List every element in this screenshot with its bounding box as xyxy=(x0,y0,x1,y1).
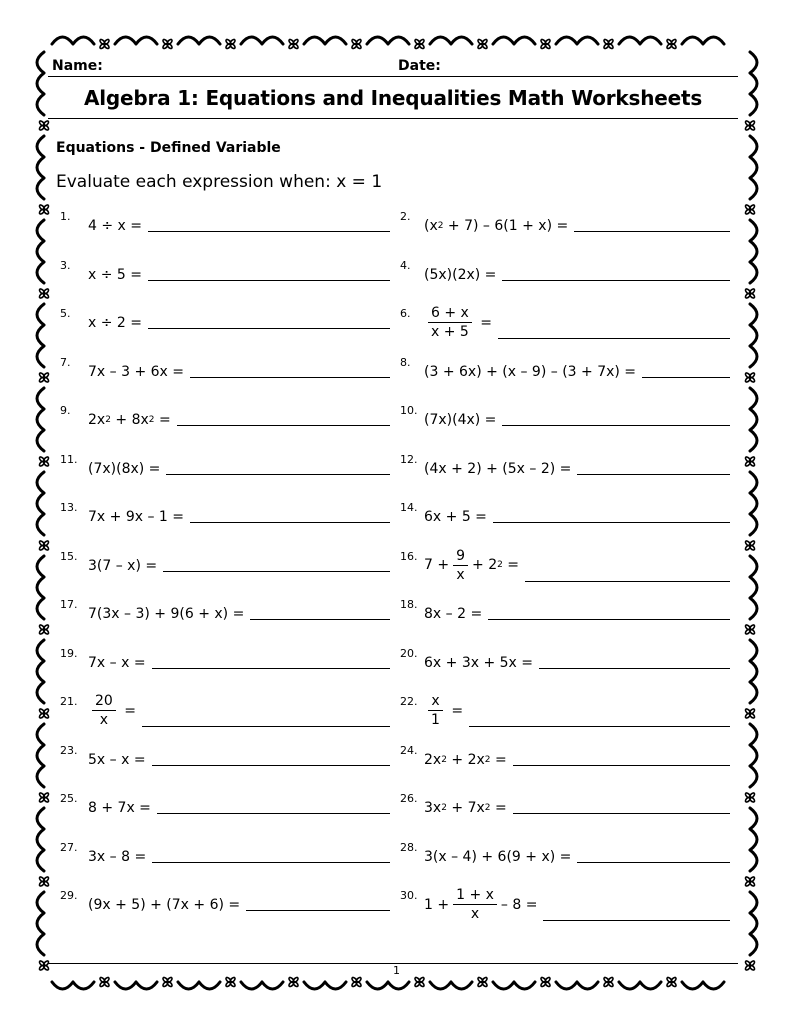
problem-12 xyxy=(400,445,730,479)
problem-2 xyxy=(400,202,730,236)
answer-blank[interactable] xyxy=(525,580,730,582)
right-scallops-flower xyxy=(745,120,756,131)
problem-3 xyxy=(60,251,390,285)
bottom-scallops-flower xyxy=(162,977,173,988)
expr-text: = xyxy=(119,702,137,719)
name-label: Name: xyxy=(52,58,103,74)
top-scallops-flower xyxy=(225,39,236,50)
problem-expression xyxy=(88,315,390,331)
problem-number: 19. xyxy=(60,646,78,660)
expr-text: 5x – x = xyxy=(88,751,146,768)
right-scallops-flower xyxy=(745,372,756,383)
expr-text: 8 + 7x = xyxy=(88,800,151,816)
answer-blank[interactable] xyxy=(152,861,390,863)
answer-blank[interactable] xyxy=(574,230,730,232)
bottom-scallops-flower xyxy=(540,977,551,988)
expr-text: 2x xyxy=(424,751,442,768)
problem-expression xyxy=(424,655,730,671)
problem-expression xyxy=(88,849,390,865)
answer-blank[interactable] xyxy=(166,473,390,475)
expr-text: (3 + 6x) + (x – 9) – (3 + 7x) = xyxy=(424,363,637,380)
problem-number: 23. xyxy=(60,743,78,757)
problem-number: 27. xyxy=(60,840,78,854)
right-scallops-flower xyxy=(745,708,756,719)
answer-blank[interactable] xyxy=(246,909,390,911)
exponent: 2 xyxy=(497,560,503,570)
problem-30 xyxy=(400,881,730,922)
expr-text: = xyxy=(154,412,171,428)
problem-number: 7. xyxy=(60,355,71,369)
problem-expression xyxy=(88,412,390,428)
problem-number: 13. xyxy=(60,501,78,514)
problem-19 xyxy=(60,639,390,673)
answer-blank[interactable] xyxy=(177,424,390,426)
answer-blank[interactable] xyxy=(190,376,390,378)
expr-text: (4x + 2) + (5x – 2) = xyxy=(424,460,572,477)
answer-blank[interactable] xyxy=(469,725,730,727)
answer-blank[interactable] xyxy=(152,667,390,669)
right-scallops-flower xyxy=(745,624,756,635)
exponent: 2 xyxy=(441,803,447,813)
expr-text: 8x – 2 = xyxy=(424,606,483,622)
expr-text: x ÷ 2 = xyxy=(88,315,143,331)
problem-number: 30. xyxy=(400,889,418,902)
top-scallops-flower xyxy=(477,39,488,50)
problem-number: 4. xyxy=(400,258,411,272)
expr-text: x ÷ 5 = xyxy=(88,266,143,283)
problem-expression xyxy=(88,692,390,729)
expr-text: + 2 xyxy=(472,557,498,573)
problem-expression xyxy=(424,692,730,729)
problem-number: 28. xyxy=(400,840,418,854)
problem-number: 12. xyxy=(400,452,418,466)
expr-text: 3x – 8 = xyxy=(88,848,147,865)
fraction-denominator: 1 xyxy=(431,712,440,728)
problem-expression xyxy=(88,897,390,913)
problem-expression xyxy=(424,849,730,865)
fraction-numerator: 6 + x xyxy=(428,304,472,323)
bottom-scallops-flower xyxy=(666,977,677,988)
answer-blank[interactable] xyxy=(513,764,730,766)
top-scallops-flower xyxy=(99,39,110,50)
answer-blank[interactable] xyxy=(498,337,730,339)
answer-blank[interactable] xyxy=(539,667,730,669)
problem-expression xyxy=(88,752,390,768)
problem-expression xyxy=(424,218,730,234)
expr-text: (7x)(4x) = xyxy=(424,412,497,428)
problem-expression xyxy=(424,886,730,923)
problem-11 xyxy=(60,445,390,479)
expr-text: 7x + 9x – 1 = xyxy=(88,509,185,525)
problem-4 xyxy=(400,251,730,285)
problem-17 xyxy=(60,590,390,624)
expr-text: + 8x xyxy=(110,412,149,428)
bottom-scallops xyxy=(52,982,724,989)
expr-text: 3(x – 4) + 6(9 + x) = xyxy=(424,848,572,865)
expr-text: 4 ÷ x = xyxy=(88,218,143,234)
exponent: 2 xyxy=(484,803,491,813)
fraction-denominator: x + 5 xyxy=(431,324,469,340)
answer-blank[interactable] xyxy=(513,812,730,814)
expr-text: 7(3x – 3) + 9(6 + x) = xyxy=(88,606,245,622)
problem-number: 3. xyxy=(60,258,71,272)
expr-text: 7x – x = xyxy=(88,654,146,671)
top-scallops-flower xyxy=(162,39,173,50)
problem-number: 18. xyxy=(400,598,418,611)
problem-expression xyxy=(88,558,390,574)
fraction xyxy=(92,692,116,729)
answer-blank[interactable] xyxy=(190,521,390,523)
top-scallops-flower xyxy=(603,39,614,50)
problem-expression xyxy=(88,364,390,380)
problem-25 xyxy=(60,784,390,818)
left-scallops xyxy=(37,52,44,955)
problem-5 xyxy=(60,299,390,333)
fraction xyxy=(453,886,497,923)
problem-18 xyxy=(400,590,730,624)
answer-blank[interactable] xyxy=(148,327,390,329)
fraction xyxy=(428,692,443,729)
right-scallops-flower xyxy=(745,540,756,551)
expr-text: = xyxy=(490,800,507,816)
exponent: 2 xyxy=(441,754,447,765)
problem-expression xyxy=(424,412,730,428)
section-heading: Equations - Defined Variable xyxy=(56,140,281,156)
problem-27 xyxy=(60,833,390,867)
top-scallops-flower xyxy=(288,39,299,50)
problem-26 xyxy=(400,784,730,818)
fraction-numerator: 1 + x xyxy=(453,886,497,905)
answer-blank[interactable] xyxy=(148,279,390,281)
expr-text: (9x + 5) + (7x + 6) = xyxy=(88,897,241,913)
expr-text: 6x + 3x + 5x = xyxy=(424,654,534,671)
problem-number: 15. xyxy=(60,549,78,563)
instructions: Evaluate each expression when: x = 1 xyxy=(56,172,383,192)
expr-text: (x xyxy=(424,218,438,234)
exponent: 2 xyxy=(437,221,444,231)
fraction-numerator: x xyxy=(428,692,442,711)
problem-expression xyxy=(424,304,730,341)
expr-text: 6x + 5 = xyxy=(424,509,487,525)
bottom-scallops-flower xyxy=(288,977,299,988)
fraction-denominator: x xyxy=(470,906,480,922)
answer-blank[interactable] xyxy=(488,618,730,620)
problem-number: 5. xyxy=(60,307,71,320)
problem-number: 16. xyxy=(400,549,418,563)
top-scallops-flower xyxy=(666,39,677,50)
worksheet-page xyxy=(48,52,738,977)
expr-text: = xyxy=(502,557,520,573)
answer-blank[interactable] xyxy=(502,424,730,426)
problem-expression xyxy=(88,800,390,816)
answer-blank[interactable] xyxy=(493,521,730,523)
problem-number: 21. xyxy=(60,695,78,708)
expr-text: (7x)(8x) = xyxy=(88,460,161,477)
expr-text: 7x – 3 + 6x = xyxy=(88,363,185,380)
top-scallops-flower xyxy=(414,39,425,50)
page-number: 1 xyxy=(393,964,400,977)
answer-blank[interactable] xyxy=(577,473,730,475)
page-title: Algebra 1: Equations and Inequalities Math Worksheets xyxy=(83,86,703,110)
problem-expression xyxy=(88,267,390,283)
fraction-denominator: x xyxy=(99,712,109,728)
answer-blank[interactable] xyxy=(502,279,730,281)
bottom-scallops-flower xyxy=(351,977,362,988)
expr-text: – 8 = xyxy=(500,896,538,913)
problem-number: 6. xyxy=(400,307,411,320)
top-scallops-flower xyxy=(351,39,362,50)
expr-text: 2x xyxy=(88,412,106,428)
problem-expression xyxy=(88,218,390,234)
problem-number: 25. xyxy=(60,792,78,805)
problem-expression xyxy=(424,752,730,768)
right-scallops xyxy=(750,52,757,955)
problem-expression xyxy=(424,547,730,584)
answer-blank[interactable] xyxy=(250,618,390,620)
problem-expression xyxy=(88,509,390,525)
bottom-scallops-flower xyxy=(414,977,425,988)
problem-number: 24. xyxy=(400,743,418,757)
header-row xyxy=(48,54,738,76)
problem-expression xyxy=(88,606,390,622)
right-scallops-flower xyxy=(745,288,756,299)
bottom-scallops-flower xyxy=(99,977,110,988)
problem-22 xyxy=(400,687,730,728)
problem-15 xyxy=(60,542,390,576)
bottom-scallops-flower xyxy=(603,977,614,988)
bottom-scallops-flower xyxy=(477,977,488,988)
expr-text: + 7x xyxy=(446,800,485,816)
title-rule xyxy=(48,118,738,119)
problem-expression xyxy=(424,364,730,380)
expr-text: 1 + xyxy=(424,896,450,913)
problem-number: 20. xyxy=(400,646,418,660)
header-rule xyxy=(48,76,738,77)
problem-expression xyxy=(88,655,390,671)
answer-blank[interactable] xyxy=(543,919,730,921)
expr-text: 3(7 – x) = xyxy=(88,557,158,574)
expr-text: = xyxy=(475,314,493,331)
problem-number: 8. xyxy=(400,355,411,369)
problem-10 xyxy=(400,396,730,430)
problem-21 xyxy=(60,687,390,728)
problem-expression xyxy=(424,509,730,525)
answer-blank[interactable] xyxy=(163,570,390,572)
exponent: 2 xyxy=(105,415,111,425)
answer-blank[interactable] xyxy=(157,812,390,814)
answer-blank[interactable] xyxy=(142,725,390,727)
answer-blank[interactable] xyxy=(152,764,390,766)
fraction-numerator: 20 xyxy=(92,692,116,711)
problem-expression xyxy=(424,606,730,622)
problem-number: 1. xyxy=(60,210,71,223)
expr-text: + 2x xyxy=(446,751,485,768)
fraction-numerator: 9 xyxy=(453,547,468,566)
problem-number: 9. xyxy=(60,404,71,417)
problem-23 xyxy=(60,736,390,770)
right-scallops-flower xyxy=(745,876,756,887)
date-label: Date: xyxy=(398,58,441,74)
expr-text: 7 + xyxy=(424,557,450,573)
answer-blank[interactable] xyxy=(642,376,730,378)
problem-16 xyxy=(400,542,730,583)
expr-text: = xyxy=(446,702,464,719)
expr-text: 3x xyxy=(424,800,442,816)
problem-29 xyxy=(60,881,390,915)
fraction xyxy=(453,547,468,584)
top-scallops xyxy=(52,37,724,44)
exponent: 2 xyxy=(148,415,155,425)
problem-6 xyxy=(400,299,730,340)
fraction xyxy=(428,304,472,341)
problem-1 xyxy=(60,202,390,236)
answer-blank[interactable] xyxy=(577,861,730,863)
problem-number: 17. xyxy=(60,598,78,611)
problem-number: 2. xyxy=(400,210,411,223)
problem-8 xyxy=(400,348,730,382)
problem-7 xyxy=(60,348,390,382)
answer-blank[interactable] xyxy=(148,230,390,232)
right-scallops-flower xyxy=(745,204,756,215)
right-scallops-flower xyxy=(745,960,756,971)
right-scallops-flower xyxy=(745,456,756,467)
problem-number: 10. xyxy=(400,404,418,417)
right-scallops-flower xyxy=(745,792,756,803)
problem-number: 22. xyxy=(400,695,418,708)
expr-text: + 7) – 6(1 + x) = xyxy=(443,218,569,234)
exponent: 2 xyxy=(484,754,491,765)
problem-13 xyxy=(60,493,390,527)
expr-text: (5x)(2x) = xyxy=(424,266,497,283)
top-scallops-flower xyxy=(540,39,551,50)
problem-28 xyxy=(400,833,730,867)
expr-text: = xyxy=(490,751,507,768)
problem-14 xyxy=(400,493,730,527)
problem-expression xyxy=(424,461,730,477)
bottom-scallops-flower xyxy=(225,977,236,988)
problem-expression xyxy=(424,267,730,283)
problem-24 xyxy=(400,736,730,770)
problem-9 xyxy=(60,396,390,430)
problem-expression xyxy=(424,800,730,816)
problem-number: 26. xyxy=(400,792,418,805)
problem-20 xyxy=(400,639,730,673)
problem-number: 14. xyxy=(400,501,418,514)
problem-number: 29. xyxy=(60,889,78,902)
fraction-denominator: x xyxy=(456,566,465,583)
problem-expression xyxy=(88,461,390,477)
problem-number: 11. xyxy=(60,452,78,466)
